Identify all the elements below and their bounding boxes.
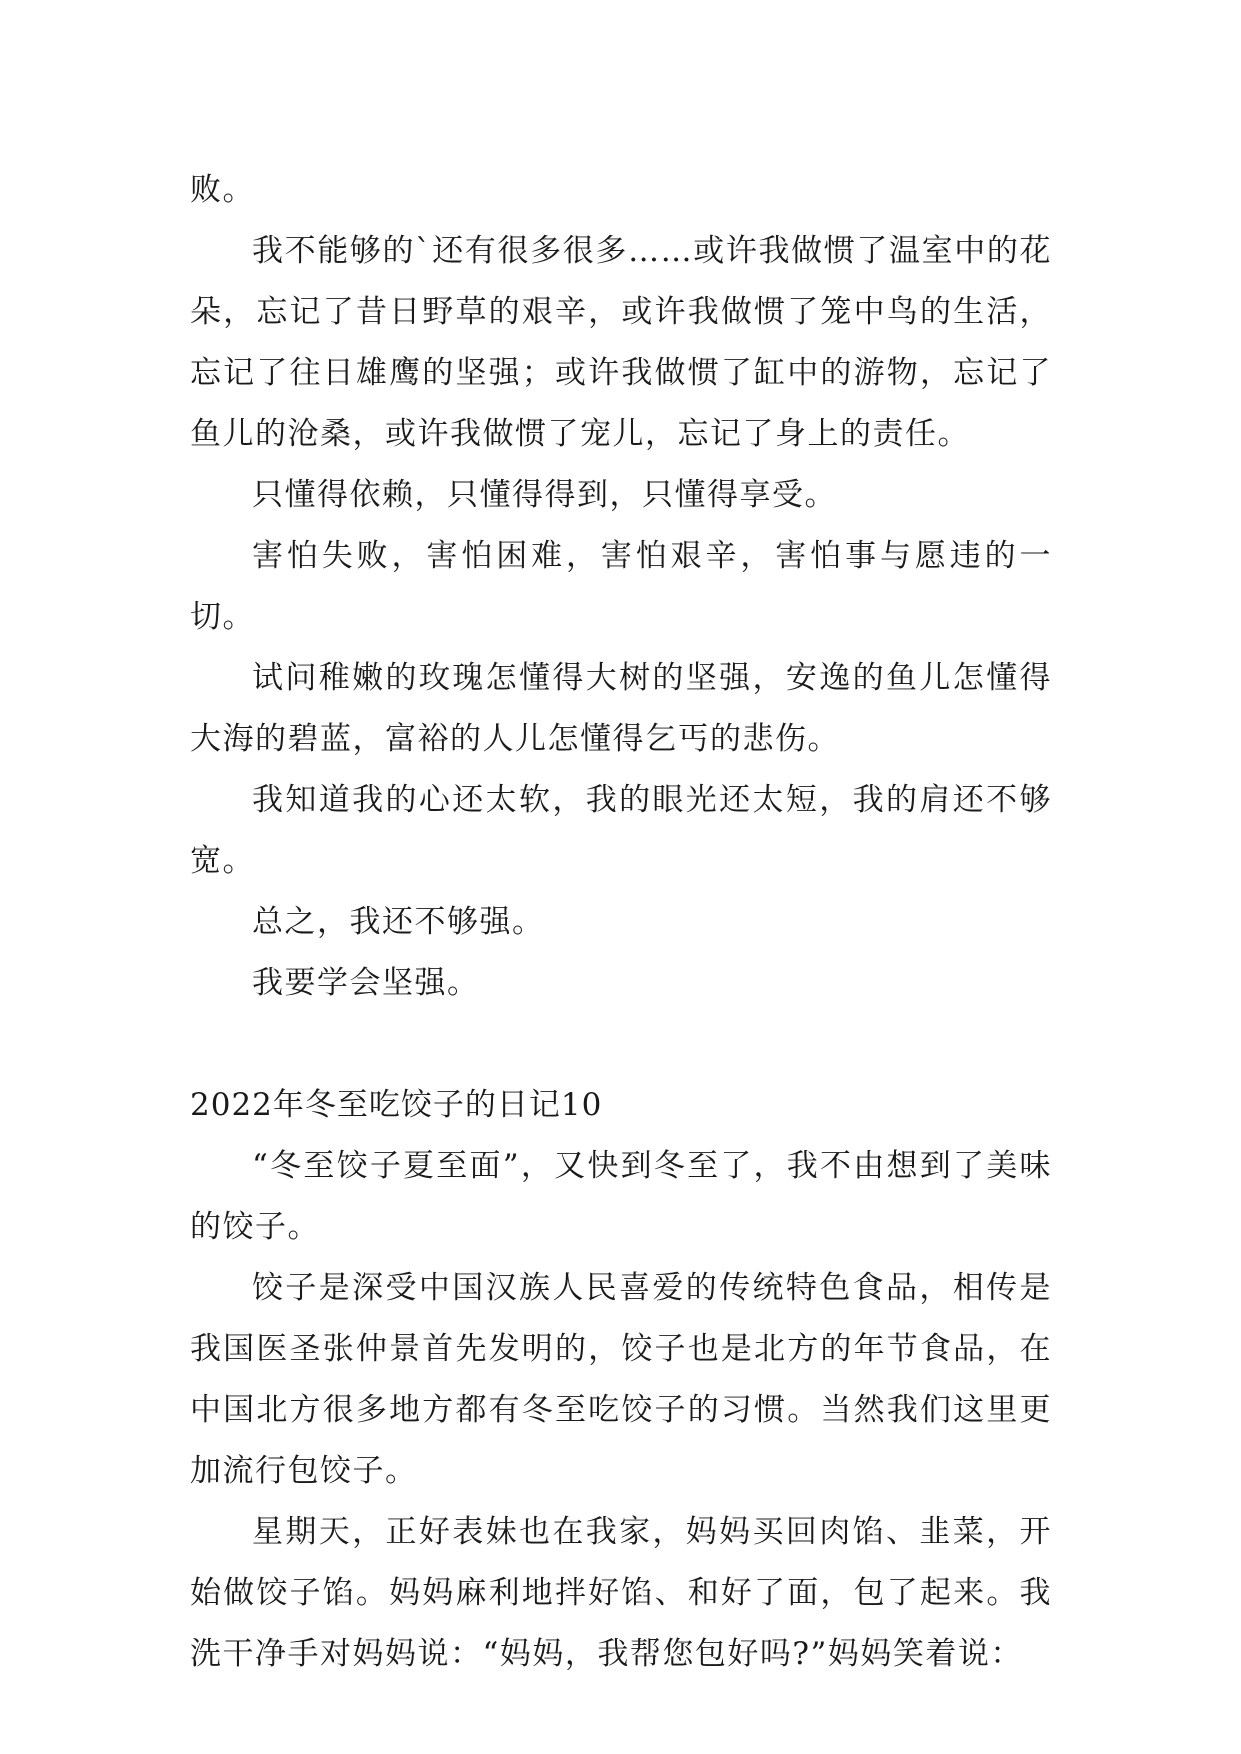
paragraph: 总之，我还不够强。 (252, 904, 545, 940)
paragraph: 星期天，正好表妹也在我家，妈妈买回肉馅、韭菜，开始做饺子馅。妈妈麻利地拌好馅、和好了面，包了起来。我洗干净手对妈妈说：“妈妈，我帮您包好吗?”妈妈笑着说： (190, 1514, 1052, 1672)
paragraph: 只懂得依赖，只懂得得到，只懂得享受。 (252, 477, 837, 513)
section-title: 2022年冬至吃饺子的日记10 (190, 1087, 603, 1123)
paragraph-continuation: 败。 (190, 172, 255, 208)
paragraph: 试问稚嫩的玫瑰怎懂得大树的坚强，安逸的鱼儿怎懂得大海的碧蓝，富裕的人儿怎懂得乞丐的悲伤。 (190, 660, 1052, 757)
section-spacer (190, 1014, 1052, 1075)
paragraph: “冬至饺子夏至面”，又快到冬至了，我不由想到了美味的饺子。 (190, 1148, 1052, 1245)
document-page (190, 160, 1052, 1685)
paragraph: 我知道我的心还太软，我的眼光还太短，我的肩还不够宽。 (190, 782, 1052, 879)
paragraph: 饺子是深受中国汉族人民喜爱的传统特色食品，相传是我国医圣张仲景首先发明的，饺子也是北方的年节食品，在中国北方很多地方都有冬至吃饺子的习惯。当然我们这里更加流行包饺子。 (190, 1270, 1052, 1489)
paragraph: 害怕失败，害怕困难，害怕艰辛，害怕事与愿违的一切。 (190, 538, 1052, 635)
paragraph: 我要学会坚强。 (252, 965, 480, 1001)
paragraph: 我不能够的`还有很多很多……或许我做惯了温室中的花朵，忘记了昔日野草的艰辛，或许我做惯了笼中鸟的生活，忘记了往日雄鹰的坚强；或许我做惯了缸中的游物，忘记了鱼儿的沧桑，或许我做惯了宠儿，忘记了身上的责任。 (190, 233, 1052, 452)
